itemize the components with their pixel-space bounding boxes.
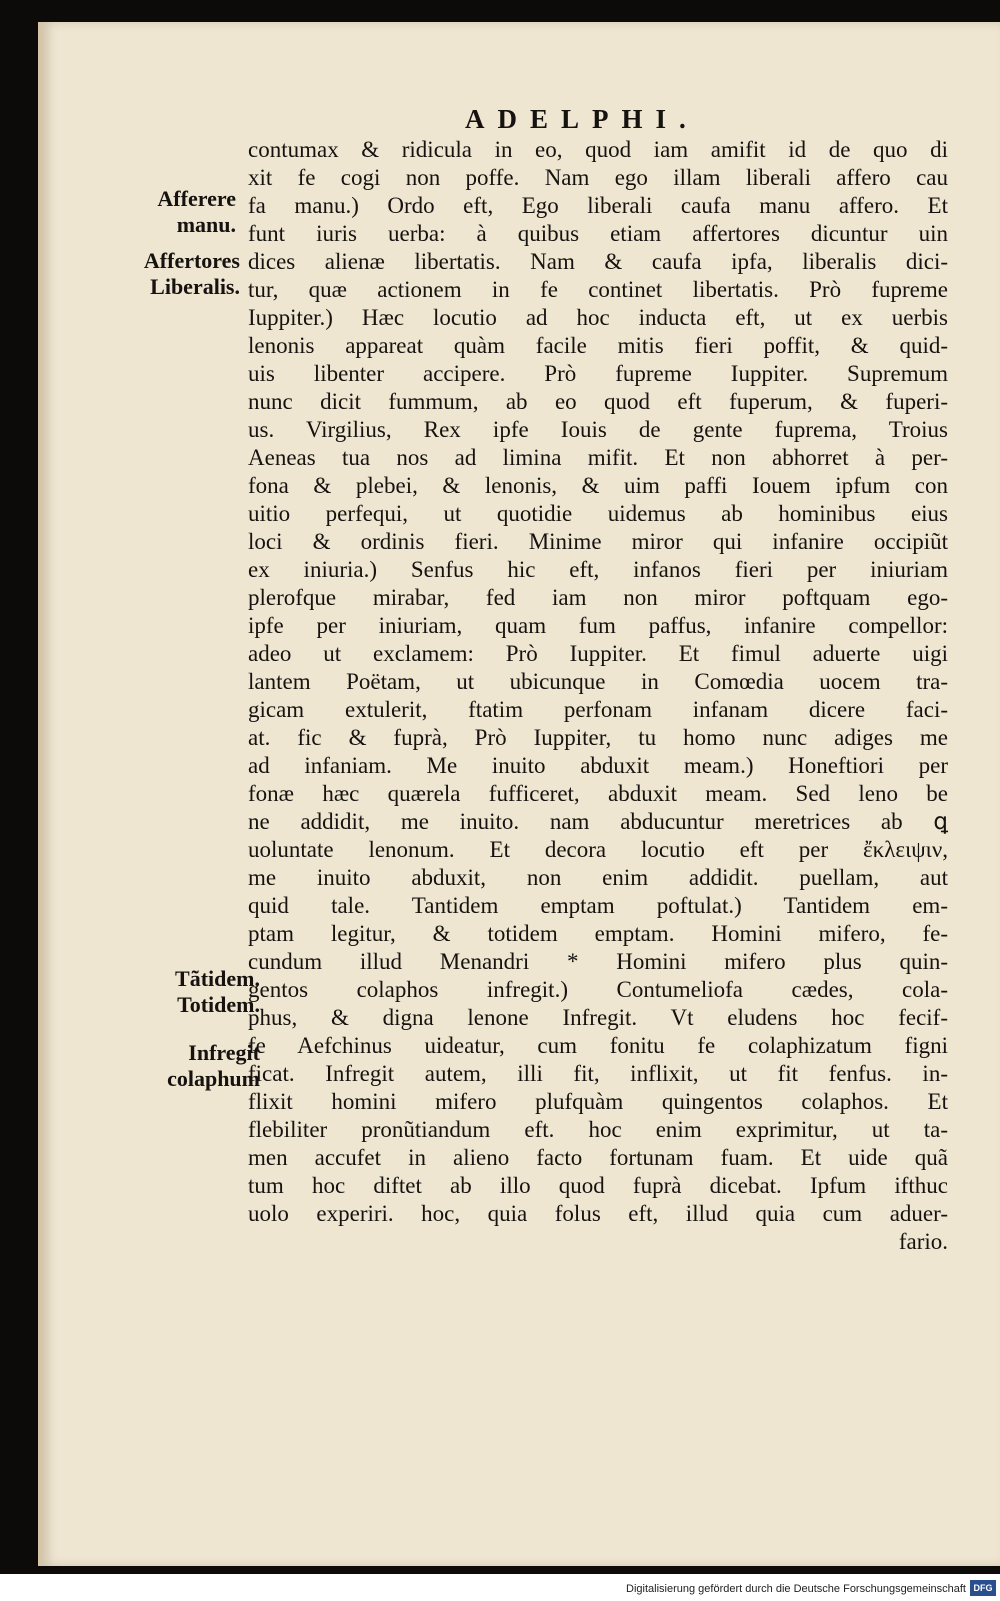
text-line: dices alienæ libertatis. Nam & caufa ipfa, liberalis dici-	[248, 249, 948, 274]
text-line: fe Aefchinus uideatur, cum fonitu fe colaphizatum figni	[248, 1033, 948, 1058]
text-line: men accufet in alieno facto fortunam fuam. Et uide quã	[248, 1145, 948, 1170]
margin-note: Affertores Liberalis.	[143, 248, 240, 299]
text-line: plerofque mirabar, fed iam non miror poftquam ego-	[248, 585, 948, 610]
margin-note: Tãtidem. Totidem.	[175, 966, 260, 1017]
text-line: contumax & ridicula in eo, quod iam amifit id de quo di	[248, 137, 948, 162]
text-line: tur, quæ actionem in fe continet libertatis. Prò fupreme	[248, 277, 948, 302]
text-line: tum hoc diftet ab illo quod fuprà dicebat. Ipfum ifthuc	[248, 1173, 948, 1198]
text-line: gentos colaphos infregit.) Contumeliofa cædes, cola-	[248, 977, 948, 1002]
text-line: uolo experiri. hoc, quia folus eft, illud quia cum aduer-	[248, 1201, 948, 1226]
margin-note: Infregit colaphum	[167, 1040, 260, 1091]
text-line: uis libenter accipere. Prò fupreme Iuppiter. Supremum	[248, 361, 948, 386]
text-line: xit fe cogi non poffe. Nam ego illam liberali affero cau	[248, 165, 948, 190]
text-line: at. fic & fuprà, Prò Iuppiter, tu homo nunc adiges me	[248, 725, 948, 750]
running-head: ADELPHI.	[465, 104, 699, 134]
text-line: ptam legitur, & totidem emptam. Homini mifero, fe-	[248, 921, 948, 946]
text-line: uoluntate lenonum. Et decora locutio eft per ἔκλειψιν,	[248, 837, 948, 862]
text-line: Iuppiter.) Hæc locutio ad hoc inducta eft, ut ex uerbis	[248, 305, 948, 330]
text-line: quid tale. Tantidem emptam poftulat.) Tantidem em-	[248, 893, 948, 918]
text-line: me inuito abduxit, non enim addidit. puellam, aut	[248, 865, 948, 890]
margin-note: Afferere manu.	[157, 186, 236, 237]
text-line: loci & ordinis fieri. Minime miror qui infanire occipiũt	[248, 529, 948, 554]
text-line: cundum illud Menandri * Homini mifero plus quin-	[248, 949, 948, 974]
text-line: funt iuris uerba: à quibus etiam affertores dicuntur uin	[248, 221, 948, 246]
text-line: fonæ hæc quærela fufficeret, abduxit meam. Sed leno be	[248, 781, 948, 806]
text-line: us. Virgilius, Rex ipfe Iouis de gente fuprema, Troius	[248, 417, 948, 442]
text-line: ex iniuria.) Senfus hic eft, infanos fieri per iniuriam	[248, 557, 948, 582]
text-line: fario.	[898, 1229, 948, 1254]
footer-credit: Digitalisierung gefördert durch die Deutsche Forschungsgemeinschaft	[626, 1583, 966, 1595]
text-line: lantem Poëtam, ut ubicunque in Comœdia uocem tra-	[248, 669, 948, 694]
text-line: flixit homini mifero plufquàm quingentos colaphos. Et	[248, 1089, 948, 1114]
text-line: nunc dicit fummum, ab eo quod eft fuperum, & fuperi-	[248, 389, 948, 414]
text-line: ad infaniam. Me inuito abduxit meam.) Honeftiori per	[248, 753, 948, 778]
text-line: ficat. Infregit autem, illi fit, inflixit, ut fit fenfus. in-	[248, 1061, 948, 1086]
text-line: Aeneas tua nos ad limina mifit. Et non abhorret à per-	[248, 445, 948, 470]
text-line: ipfe per iniuriam, quam fum paffus, infanire compellor:	[248, 613, 948, 638]
text-line: ne addidit, me inuito. nam abducuntur meretrices ab ꝗ	[248, 809, 948, 834]
text-line: uitio perfequi, ut quotidie uidemus ab hominibus eius	[248, 501, 948, 526]
text-line: lenonis appareat quàm facile mitis fieri poffit, & quid-	[248, 333, 948, 358]
text-line: phus, & digna lenone Infregit. Vt eludens hoc fecif-	[248, 1005, 948, 1030]
text-line: flebiliter pronũtiandum eft. hoc enim exprimitur, ut ta-	[248, 1117, 948, 1142]
body-text	[248, 136, 948, 1256]
text-line: fona & plebei, & lenonis, & uim paffi Iouem ipfum con	[248, 473, 948, 498]
dfg-logo-icon: DFG	[970, 1580, 996, 1596]
text-line: gicam extulerit, ftatim perfonam infanam dicere faci-	[248, 697, 948, 722]
text-line: adeo ut exclamem: Prò Iuppiter. Et fimul aduerte uigi	[248, 641, 948, 666]
text-line: fa manu.) Ordo eft, Ego liberali caufa manu affero. Et	[248, 193, 948, 218]
